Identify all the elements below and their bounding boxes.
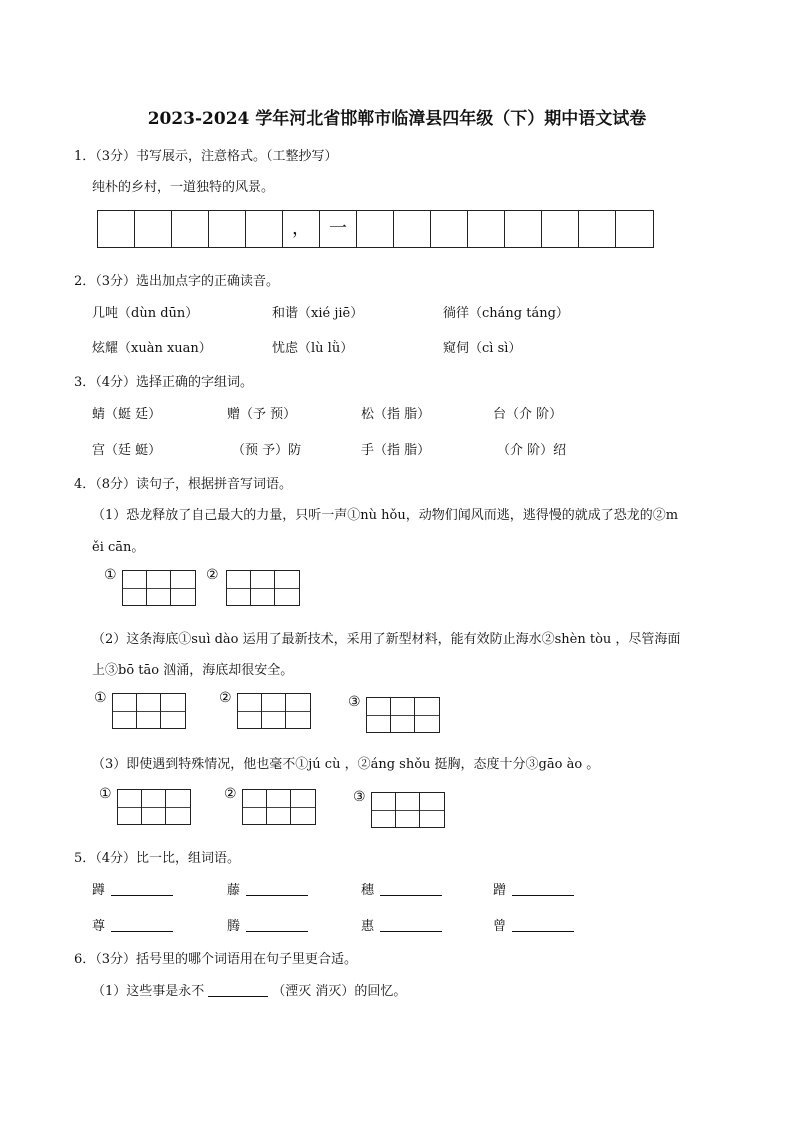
answer-blank[interactable] (380, 917, 442, 932)
q5-char: 蹲 (92, 883, 106, 898)
q6-sentence-1 (92, 980, 406, 999)
answer-blank[interactable] (512, 881, 574, 896)
writing-cell[interactable] (616, 211, 653, 247)
answer-blank[interactable] (246, 881, 308, 896)
writing-cell[interactable] (505, 211, 542, 247)
pinyin-box-1-2[interactable] (226, 570, 300, 606)
pinyin-box-3-3[interactable] (371, 792, 445, 828)
answer-blank[interactable] (111, 881, 173, 896)
q2-item: 和谐（xié jiē） (272, 306, 364, 321)
writing-cell[interactable] (98, 211, 135, 247)
q5-item[interactable] (227, 915, 308, 934)
box-label: ② (206, 567, 219, 583)
q4-sentence-2: （2）这条海底①suì dào 运用了最新技术，采用了新型材料，能有效防止海水②shèn tòu ，尽管海面 (92, 632, 681, 647)
q3-item: （介 阶）绍 (497, 443, 567, 458)
writing-cell[interactable] (431, 211, 468, 247)
q2-item: 几吨（dùn dūn） (92, 306, 199, 321)
question-5-heading: 5．（4分）比一比，组词语。 (74, 851, 241, 866)
q3-item: 手（指 脂） (361, 443, 431, 458)
q5-item[interactable] (493, 879, 574, 898)
q5-item[interactable] (92, 879, 173, 898)
answer-blank[interactable] (380, 881, 442, 896)
box-label: ③ (348, 694, 361, 710)
box-label: ③ (353, 789, 366, 805)
writing-cell[interactable] (135, 211, 172, 247)
answer-blank[interactable] (208, 982, 268, 997)
writing-cell[interactable]: 一 (320, 211, 357, 247)
writing-cell[interactable] (357, 211, 394, 247)
q5-char: 藤 (227, 883, 241, 898)
writing-cell[interactable] (172, 211, 209, 247)
q3-item: （预 予）防 (232, 443, 302, 458)
q2-item: 忧虑（lù lǜ） (272, 341, 354, 356)
q5-char: 腾 (227, 919, 241, 934)
q3-item: 松（指 脂） (361, 407, 431, 422)
q2-item: 徜徉（cháng táng） (443, 306, 569, 321)
answer-blank[interactable] (111, 917, 173, 932)
answer-blank[interactable] (512, 917, 574, 932)
writing-cell[interactable] (542, 211, 579, 247)
answer-blank[interactable] (246, 917, 308, 932)
pinyin-box-2-1[interactable] (112, 693, 186, 729)
q3-item: 宫（廷 蜓） (92, 443, 162, 458)
writing-grid[interactable] (97, 210, 654, 248)
pinyin-box-1-1[interactable] (122, 570, 196, 606)
pinyin-box-3-2[interactable] (242, 789, 316, 825)
question-2-heading: 2．（3分）选出加点字的正确读音。 (74, 274, 280, 289)
q2-item: 窥伺（cì sì） (443, 341, 522, 356)
pinyin-box-2-2[interactable] (237, 693, 311, 729)
q5-char: 惠 (361, 919, 375, 934)
box-label: ① (99, 786, 112, 802)
pinyin-box-3-1[interactable] (117, 789, 191, 825)
writing-cell[interactable]: ， (283, 211, 320, 247)
pinyin-box-2-3[interactable] (366, 697, 440, 733)
q5-item[interactable] (227, 879, 308, 898)
q4-sentence-1-cont: ěi cān。 (92, 540, 145, 555)
question-6-heading: 6．（3分）括号里的哪个词语用在句子里更合适。 (74, 952, 358, 967)
writing-cell[interactable] (468, 211, 505, 247)
q3-item: 赠（予 预） (227, 407, 297, 422)
q5-item[interactable] (92, 915, 173, 934)
q4-sentence-1: （1）恐龙释放了自己最大的力量，只听一声①nù hǒu，动物们闻风而逃，逃得慢的就成了恐龙的②m (92, 508, 679, 523)
box-label: ② (224, 786, 237, 802)
box-label: ① (104, 567, 117, 583)
page-title: 2023-2024 学年河北省邯郸市临漳县四年级（下）期中语文试卷 (147, 109, 647, 129)
writing-cell[interactable] (209, 211, 246, 247)
q4-sentence-2-cont: 上③bō tāo 汹涌，海底却很安全。 (92, 663, 294, 678)
q5-item[interactable] (361, 915, 442, 934)
writing-cell[interactable] (394, 211, 431, 247)
q6-sentence-end: （湮灭 消灭）的回忆。 (272, 984, 407, 999)
writing-cell[interactable] (246, 211, 283, 247)
q5-item[interactable] (493, 915, 574, 934)
q5-item[interactable] (361, 879, 442, 898)
q3-item: 蜻（蜓 廷） (92, 407, 162, 422)
q5-char: 尊 (92, 919, 106, 934)
question-1-text: 纯朴的乡村，一道独特的风景。 (92, 180, 275, 195)
question-4-heading: 4．（8分）读句子，根据拼音写词语。 (74, 477, 293, 492)
q6-sentence-start: （1）这些事是永不 (92, 984, 205, 999)
box-label: ① (94, 690, 107, 706)
q5-char: 蹭 (493, 883, 507, 898)
q2-item: 炫耀（xuàn xuan） (92, 341, 212, 356)
writing-cell[interactable] (579, 211, 616, 247)
q5-char: 曾 (493, 919, 507, 934)
question-1-heading: 1．（3分）书写展示，注意格式。（工整抄写） (74, 149, 338, 164)
q4-sentence-3: （3）即使遇到特殊情况，他也毫不①jú cù ，②áng shǒu 挺胸，态度十分③gāo ào 。 (92, 757, 600, 772)
q3-item: 台（介 阶） (493, 407, 563, 422)
q5-char: 穗 (361, 883, 375, 898)
question-3-heading: 3．（4分）选择正确的字组词。 (74, 375, 254, 390)
box-label: ② (219, 690, 232, 706)
